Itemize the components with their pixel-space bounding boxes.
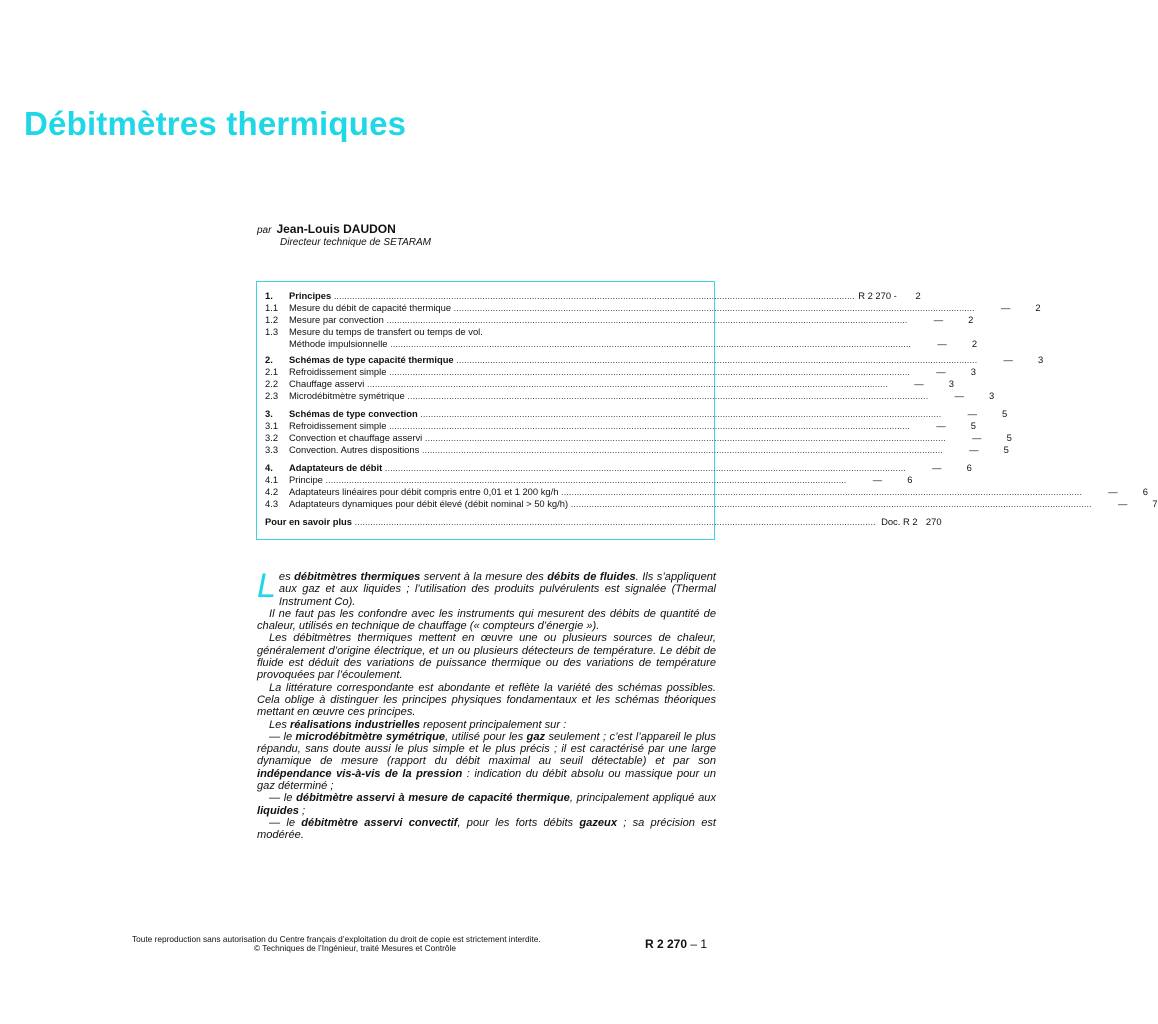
toc-entry-page: — 3: [1003, 354, 1044, 365]
toc-entry[interactable]: [265, 432, 1012, 444]
paragraph: [257, 719, 716, 731]
toc-entry-label: [289, 354, 977, 366]
toc-entry-label: [289, 474, 846, 486]
toc-entry-number: 4.1: [265, 474, 279, 485]
toc-entry-text: Convection et chauffage asservi: [289, 432, 423, 443]
toc-entry-number: 3.2: [265, 432, 279, 443]
toc-entry-number: 3.3: [265, 444, 279, 455]
toc-entry[interactable]: [265, 408, 1008, 420]
paragraph: [257, 632, 716, 681]
toc-entry-text: Adaptateurs dynamiques pour débit élevé (débit nominal > 50 kg/h): [289, 498, 569, 509]
toc-entry-label: [265, 516, 876, 528]
toc-leader-dots: ........................................................................................................................................................................................................: [451, 302, 975, 313]
toc-entry-page: — 3: [936, 366, 976, 377]
toc-entry-page: Doc. R 2 270: [881, 516, 942, 527]
toc-leader-dots: ........................................................................................................................................................................................................: [422, 432, 946, 443]
toc-entry-text: Convection. Autres dispositions: [289, 444, 420, 455]
text-run: es: [278, 571, 295, 583]
document-reference: [645, 937, 707, 951]
toc-entry-label: [289, 408, 941, 420]
toc-entry[interactable]: [265, 474, 913, 486]
byline: [257, 222, 396, 236]
toc-entry[interactable]: [265, 486, 1148, 498]
emphasis-text: gaz: [526, 730, 546, 743]
toc-entry-text: Schémas de type convection: [289, 408, 418, 419]
toc-entry-text: Pour en savoir plus: [265, 516, 353, 527]
toc-entry-number: 2.3: [265, 390, 279, 401]
toc-entry-page: R 2 270 - 2: [858, 290, 921, 301]
toc-leader-dots: ........................................................................................................................................................................................................: [404, 390, 929, 401]
toc-entry[interactable]: [265, 498, 1158, 510]
text-run: Les: [269, 718, 290, 731]
toc-entry-page: — 5: [967, 408, 1008, 419]
toc-entry-page: — 3: [954, 390, 995, 401]
toc-entry[interactable]: [265, 516, 942, 528]
toc-entry-text: Mesure par convection: [289, 314, 384, 325]
text-run: reposent principalement sur :: [420, 718, 567, 731]
toc-entry-number: 2.: [265, 354, 273, 365]
toc-entry-label: [289, 290, 855, 302]
toc-entry-label: [289, 444, 943, 456]
toc-entry[interactable]: [265, 354, 1044, 366]
author-name: Jean-Louis DAUDON: [276, 222, 396, 236]
emphasis-text: liquides: [257, 804, 299, 817]
toc-entry-text: Mesure du temps de transfert ou temps de vol.: [289, 326, 483, 337]
toc-entry-number: 1.2: [265, 314, 279, 325]
toc-leader-dots: ........................................................................................................................................................................................................: [382, 462, 906, 473]
list-item: [257, 817, 716, 842]
toc-leader-dots: ........................................................................................................................................................................................................: [387, 338, 912, 349]
toc-leader-dots: ........................................................................................................................................................................................................: [419, 444, 943, 455]
page-number: – 1: [687, 937, 708, 951]
toc-leader-dots: ........................................................................................................................................................................................................: [352, 516, 876, 527]
toc-entry-page: — 2: [1000, 302, 1041, 313]
toc-entry[interactable]: [265, 378, 954, 390]
toc-entry[interactable]: [265, 444, 1009, 456]
paragraph: [257, 608, 716, 633]
toc-entry-page: — 7: [1117, 498, 1158, 509]
toc-entry[interactable]: [265, 302, 1041, 314]
text-run: : indication du débit absolu ou massique pour un gaz déterminé ;: [257, 767, 716, 793]
copyright-notice: Toute reproduction sans autorisation du Centre français d’exploitation du droit de copie est strictement interdite.: [132, 934, 541, 944]
drop-cap: L: [257, 567, 276, 605]
toc-entry-page: — 5: [972, 432, 1012, 443]
toc-entry-number: 2.1: [265, 366, 279, 377]
toc-leader-dots: ........................................................................................................................................................................................................: [383, 314, 908, 325]
table-of-contents: [256, 281, 1158, 540]
text-run: , utilisé pour les: [445, 730, 527, 743]
toc-entry-label: [289, 326, 640, 338]
text-run: Les débitmètres thermiques mettent en œuvre une ou plusieurs sources de chaleur, généralement d’origine électrique, et un ou plusieurs détecteurs de température. Le débit de fluide est déduit des variations de puissance thermique ou des variations de température provoquées par l’écoulement.: [257, 632, 716, 682]
emphasis-text: débitmètre asservi convectif: [301, 816, 458, 829]
toc-entry-page: — 5: [936, 420, 976, 431]
text-run: ;: [298, 804, 306, 817]
toc-leader-dots: ........................................................................................................................................................................................................: [322, 474, 847, 485]
text-run: seulement ; c’est l’appareil le plus répandu, sans doute aussi le plus simple et le plus précis ; il est caractérisé par une large dynamique de mesure (rapport du débit maximal au seuil détectable) et par son: [257, 730, 716, 768]
text-run: servent à la mesure des: [420, 571, 548, 583]
emphasis-text: débitmètres thermiques: [294, 571, 421, 583]
toc-entry[interactable]: [265, 314, 974, 326]
toc-entry[interactable]: [265, 390, 995, 402]
toc-entry[interactable]: [265, 326, 706, 338]
emphasis-text: débitmètre asservi à mesure de capacité thermique: [296, 792, 570, 805]
author-role: Directeur technique de SETARAM: [280, 237, 431, 248]
toc-entry-number: 4.2: [265, 486, 279, 497]
toc-entry-number: 3.: [265, 408, 273, 419]
byline-par: par: [257, 225, 272, 236]
toc-entry[interactable]: [265, 366, 976, 378]
toc-entry[interactable]: [265, 462, 972, 474]
toc-entry-page: — 3: [914, 378, 954, 389]
toc-entry-label: [289, 498, 1092, 510]
toc-leader-dots: ........................................................................................................................................................................................................: [568, 498, 1092, 509]
toc-leader-dots: ........................................................................................................................................................................................................: [364, 378, 888, 389]
toc-entry-text: Adaptateurs linéaires pour débit compris entre 0,01 et 1 200 kg/h: [289, 486, 559, 497]
toc-entry-number: 4.: [265, 462, 273, 473]
toc-entry-label: [289, 462, 906, 474]
toc-entry-label: [289, 366, 910, 378]
emphasis-text: gazeux: [579, 816, 617, 829]
toc-entry-number: 4.3: [265, 498, 279, 509]
toc-entry-text: Principe: [289, 474, 323, 485]
toc-entry-page: — 6: [932, 462, 972, 473]
paragraph: [257, 682, 716, 719]
toc-entry-label: [289, 486, 1082, 498]
toc-entry-text: Principes: [289, 290, 332, 301]
toc-entry-page: — 6: [1108, 486, 1148, 497]
toc-entry-text: Méthode impulsionnelle: [289, 338, 388, 349]
emphasis-text: réalisations industrielles: [289, 718, 421, 731]
toc-entry-text: Microdébitmètre symétrique: [289, 390, 405, 401]
text-run: ; sa précision est modérée.: [257, 816, 717, 842]
toc-entry-text: Chauffage asservi: [289, 378, 365, 389]
text-run: , principalement appliqué aux: [569, 792, 716, 805]
toc-entry-text: Mesure du débit de capacité thermique: [289, 302, 452, 313]
toc-entry-text: Adaptateurs de débit: [289, 462, 383, 473]
toc-entry-page: — 5: [969, 444, 1009, 455]
toc-entry-label: [289, 432, 946, 444]
page-title: Débitmètres thermiques: [24, 105, 407, 142]
toc-entry[interactable]: [265, 420, 976, 432]
toc-leader-dots: ........................................................................................................................................................................................................: [386, 420, 910, 431]
list-item: [257, 731, 716, 792]
toc-entry-label: [289, 314, 907, 326]
toc-entry-number: 2.2: [265, 378, 279, 389]
emphasis-text: microdébitmètre symétrique: [295, 730, 446, 743]
toc-entry-label: [289, 302, 975, 314]
toc-leader-dots: ........................................................................................................................................................................................................: [331, 290, 855, 301]
text-run: Il ne faut pas les confondre avec les instruments qui mesurent des débits de quantité de chaleur, utilisés en technique de chauffage (« compteurs d’énergie »).: [257, 607, 716, 633]
toc-entry-number: 1.1: [265, 302, 279, 313]
paragraph-intro: [257, 567, 716, 608]
toc-entry-text: Refroidissement simple: [289, 366, 387, 377]
toc-entry-number: 3.1: [265, 420, 279, 431]
toc-leader-dots: ........................................................................................................................................................................................................: [386, 366, 910, 377]
toc-entry-text: Schémas de type capacité thermique: [289, 354, 454, 365]
toc-leader-dots: ........................................................................................................................................................................................................: [453, 354, 978, 365]
text-run: La littérature correspondante est abondante et reflète la variété des schémas possibles. Cela oblige à distinguer les principes physiques fondamentaux et les schémas théoriques mettant en œuvre ces principes.: [257, 681, 716, 719]
toc-entry-label: [289, 420, 910, 432]
emphasis-text: débits de fluides: [547, 571, 636, 583]
doc-code: R 2 270: [645, 937, 688, 951]
copyright-line: © Techniques de l’Ingénieur, traité Mesures et Contrôle: [254, 943, 456, 953]
toc-leader-dots: ........................................................................................................................................................................................................: [558, 486, 1082, 497]
toc-entry-number: 1.3: [265, 326, 279, 337]
toc-entry-label: [289, 390, 928, 402]
toc-entry-text: Refroidissement simple: [289, 420, 387, 431]
toc-entry[interactable]: [265, 290, 921, 302]
toc-entry-label: [289, 378, 888, 390]
text-run: . Ils s’appliquent aux gaz et aux liquides ; l’utilisation des produits pulvérulents est signalée (Thermal Instrument Co).: [278, 571, 716, 608]
toc-entry[interactable]: [265, 338, 978, 350]
toc-entry-page: — 6: [872, 474, 913, 485]
text-run: — le: [269, 816, 302, 829]
list-item: [257, 792, 716, 817]
text-run: — le: [269, 792, 297, 805]
toc-leader-dots: ........................................................................................................................................................................................................: [417, 408, 942, 419]
emphasis-text: indépendance vis-à-vis de la pression: [257, 767, 463, 780]
text-run: , pour les forts débits: [457, 816, 580, 829]
article-body: [257, 567, 717, 842]
toc-entry-page: — 2: [937, 338, 978, 349]
text-run: — le: [269, 730, 296, 743]
toc-entry-label: [289, 338, 911, 350]
toc-entry-number: 1.: [265, 290, 273, 301]
toc-entry-page: — 2: [933, 314, 974, 325]
